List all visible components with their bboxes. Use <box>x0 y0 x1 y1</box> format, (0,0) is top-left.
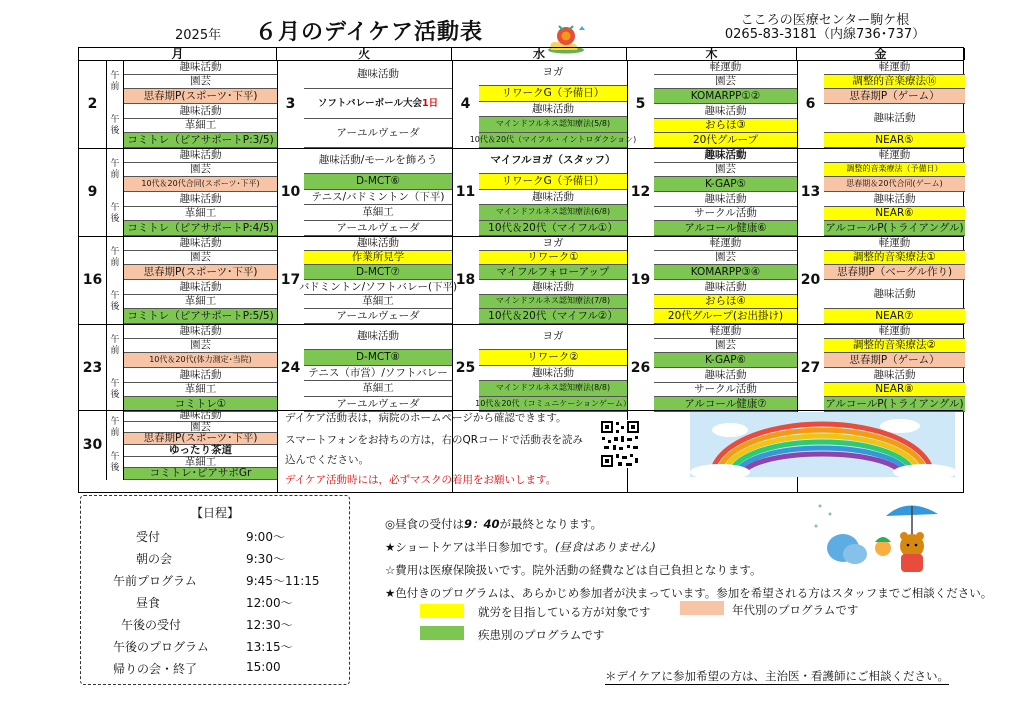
activity-cell: ヨガ <box>479 236 627 251</box>
activity-cell: 革細工 <box>124 295 277 310</box>
activity-cell: 趣味活動 <box>824 192 965 207</box>
year-label: 2025年 <box>175 28 222 43</box>
legend-swatch-green <box>420 626 464 640</box>
activity-cell: K-GAP⑥ <box>654 353 797 368</box>
activity-cell: 趣味活動 <box>479 280 627 295</box>
activity-cell: 調整的音楽療法② <box>824 339 965 354</box>
schedule-item-label: 午後の受付 <box>121 618 182 632</box>
pm-label: 午 後 <box>106 104 124 148</box>
activity-cell: 趣味活動 <box>124 148 277 163</box>
activity-cell: おらほ④ <box>654 295 797 310</box>
activity-cell: リワークG（予備日） <box>479 174 627 189</box>
activity-cell: コミトレ（ピアサポートP:5/5) <box>124 309 277 324</box>
umbrella-characters-illustration-icon <box>808 496 953 576</box>
note-line-1: デイケア活動表は，病院のホームページから確認できます。 <box>285 412 567 424</box>
activity-cell: 園芸 <box>124 163 277 178</box>
activity-cell: 思春期P（ベーグル作り) <box>824 265 965 280</box>
activity-cell: 園芸 <box>654 251 797 266</box>
activity-cell: マインドフルネス認知療法(7/8) <box>479 295 627 310</box>
activity-cell: 趣味活動 <box>124 236 277 251</box>
date-18: 18 <box>455 272 476 288</box>
activity-cell: 軽運動 <box>654 324 797 339</box>
legend-yellow-label: 就労を目指している方が対象です <box>478 605 651 619</box>
activity-cell: 革細工 <box>124 457 277 469</box>
activity-cell: 趣味活動 <box>479 190 627 205</box>
date-16: 16 <box>82 272 103 288</box>
activity-cell: おらほ③ <box>654 119 797 134</box>
activity-cell: 思春期P(スポーツ･下平) <box>124 89 277 104</box>
qr-code-icon[interactable] <box>600 420 640 468</box>
am-label: 午 前 <box>106 324 124 368</box>
legend-peach-label: 年代別のプログラムです <box>732 603 859 617</box>
activity-cell: 趣味活動 <box>124 60 277 75</box>
activity-cell: 20代グループ(お出掛け) <box>654 309 797 324</box>
activity-cell: 園芸 <box>124 251 277 266</box>
activity-cell: 思春期P(スポーツ･下平) <box>124 433 277 445</box>
activity-cell: アルコールP(トライアングル) <box>824 221 965 236</box>
schedule-item-label: 帰りの会・終了 <box>113 662 198 676</box>
date-19: 19 <box>630 272 651 288</box>
am-label: 午 前 <box>106 60 124 104</box>
activity-cell: アーユルヴェーダ <box>304 309 452 324</box>
activity-cell: マイフルヨガ（スタッフ） <box>479 148 627 174</box>
day-header-fri: 金 <box>797 48 965 60</box>
activity-cell: 園芸 <box>654 75 797 90</box>
date-6: 6 <box>805 96 816 112</box>
activity-cell: マインドフルネス認知療法(8/8) <box>479 381 627 396</box>
activity-cell: 10代＆20代（マイフル①） <box>479 221 627 236</box>
activity-cell: 軽運動 <box>654 60 797 75</box>
activity-cell: NEAR⑧ <box>824 383 965 398</box>
pm-label: 午 後 <box>106 192 124 236</box>
activity-cell: KOMARPP①② <box>654 89 797 104</box>
colored-program-info: ★色付きのプログラムは、あらかじめ参加者が決まっています。参加を希望される方はスタッフまでご相談ください。 <box>385 586 993 600</box>
am-label: 午 前 <box>106 148 124 192</box>
activity-cell: NEAR⑤ <box>824 133 965 148</box>
activity-cell: アーユルヴェーダ <box>304 397 452 412</box>
activity-cell: テニス/バドミントン（下平) <box>304 190 452 205</box>
cost-info: ☆費用は医療保険扱いです。院外活動の経費などは自己負担となります。 <box>385 563 762 577</box>
schedule-title: 【日程】 <box>190 506 239 520</box>
activity-cell: 革細工 <box>124 383 277 398</box>
activity-cell: 革細工 <box>304 205 452 220</box>
activity-cell: NEAR⑥ <box>824 207 965 222</box>
date-20: 20 <box>800 272 821 288</box>
schedule-item-label: 昼食 <box>136 596 161 610</box>
activity-cell: 趣味活動 <box>124 368 277 383</box>
activity-cell: アルコールP(トライアングル) <box>824 397 965 412</box>
activity-cell: サークル活動 <box>654 207 797 222</box>
am-label: 午 前 <box>106 236 124 280</box>
activity-cell: 10代＆20代（コミュニケーションゲーム） <box>479 397 627 412</box>
activity-cell: 園芸 <box>654 163 797 178</box>
activity-cell: D-MCT⑦ <box>304 265 452 280</box>
footer-note: ＊デイケアに参加希望の方は、主治医・看護師にご相談ください。 <box>605 669 949 683</box>
activity-cell: 趣味活動 <box>304 60 452 89</box>
activity-cell: 軽運動 <box>824 148 965 163</box>
date-23: 23 <box>82 360 103 376</box>
am-label: 午 前 <box>106 410 124 445</box>
activity-cell: 趣味活動 <box>654 104 797 119</box>
activity-cell: 調整的音楽療法⑯ <box>824 75 965 90</box>
activity-cell: 趣味活動 <box>304 236 452 251</box>
activity-cell: マイフルフォローアップ <box>479 265 627 280</box>
activity-cell: 園芸 <box>124 339 277 354</box>
date-27: 27 <box>800 360 821 376</box>
activity-cell: 趣味活動 <box>124 280 277 295</box>
center-info <box>700 14 950 42</box>
page-title: ６月のデイケア活動表 <box>255 20 484 45</box>
day-header-tue: 火 <box>277 48 452 60</box>
activity-cell: 園芸 <box>124 422 277 434</box>
activity-cell: 革細工 <box>304 295 452 310</box>
activity-cell: リワーク① <box>479 251 627 266</box>
activity-cell: NEAR⑦ <box>824 309 965 324</box>
schedule-item-time: 9:00〜 <box>246 530 285 544</box>
activity-cell: コミトレ① <box>124 397 277 412</box>
pm-label: 午 後 <box>106 280 124 324</box>
activity-cell: 思春期P(スポーツ･下平) <box>124 265 277 280</box>
activity-cell: 趣味活動 <box>479 102 627 117</box>
activity-cell: 趣味活動 <box>654 368 797 383</box>
activity-cell: ヨガ <box>479 60 627 86</box>
date-12: 12 <box>630 184 651 200</box>
activity-cell: 革細工 <box>124 207 277 222</box>
activity-cell: 革細工 <box>304 381 452 396</box>
activity-cell: 趣味活動 <box>124 104 277 119</box>
activity-cell: アルコール健康⑥ <box>654 221 797 236</box>
activity-cell: 10代＆20代（マイフル②） <box>479 309 627 324</box>
note-line-3: 込んでください。 <box>285 454 369 466</box>
activity-cell: K-GAP⑤ <box>654 177 797 192</box>
mask-notice: デイケア活動時には，必ずマスクの着用をお願いします。 <box>285 474 557 486</box>
activity-cell: 趣味活動 <box>654 148 797 163</box>
date-26: 26 <box>630 360 651 376</box>
date-11: 11 <box>455 184 476 200</box>
activity-cell: 趣味活動/モールを飾ろう <box>304 148 452 174</box>
activity-cell: テニス（市営）/ソフトバレー <box>304 366 452 381</box>
activity-cell: コミトレ（ピアサポートP:3/5) <box>124 133 277 148</box>
schedule-item-time: 9:45〜11:15 <box>246 574 320 588</box>
daily-schedule-box <box>80 495 350 685</box>
activity-cell: 軽運動 <box>654 236 797 251</box>
activity-cell: 趣味活動 <box>824 368 965 383</box>
activity-cell: アーユルヴェーダ <box>304 119 452 148</box>
schedule-item-label: 午前プログラム <box>113 574 197 588</box>
pm-label: 午 後 <box>106 445 124 480</box>
activity-cell: 園芸 <box>124 75 277 90</box>
activity-cell: コミトレ･ピアサポGr <box>124 468 277 480</box>
activity-cell: リワークG（予備日） <box>479 86 627 101</box>
activity-cell: 10代＆20代（マイフル・イントロダクション) <box>479 133 627 148</box>
date-30: 30 <box>82 437 103 453</box>
schedule-item-label: 受付 <box>136 530 161 544</box>
activity-cell: 20代グループ <box>654 133 797 148</box>
schedule-item-time: 12:30〜 <box>246 618 293 632</box>
activity-cell: D-MCT⑥ <box>304 174 452 189</box>
activity-cell: 趣味活動 <box>654 280 797 295</box>
activity-cell: 革細工 <box>124 119 277 134</box>
shortcare-info: ★ショートケアは半日参加です。(昼食はありません) <box>385 540 656 554</box>
legend-swatch-peach <box>680 601 724 615</box>
activity-cell: 10代＆20代(体力測定･当院) <box>124 353 277 368</box>
activity-cell: 軽運動 <box>824 236 965 251</box>
note-line-2: スマートフォンをお持ちの方は，右のQRコードで活動表を読み <box>285 434 584 446</box>
activity-cell: 趣味活動 <box>654 192 797 207</box>
date-2: 2 <box>87 96 98 112</box>
legend-green-label: 疾患別のプログラムです <box>478 628 605 642</box>
date-17: 17 <box>280 272 301 288</box>
activity-cell: KOMARPP③④ <box>654 265 797 280</box>
schedule-item-time: 13:15〜 <box>246 640 293 654</box>
day-header-thu: 木 <box>627 48 797 60</box>
activity-cell: 思春期P（ゲーム） <box>824 353 965 368</box>
schedule-item-label: 朝の会 <box>136 552 173 566</box>
activity-cell: 趣味活動 <box>124 324 277 339</box>
activity-cell: 園芸 <box>654 339 797 354</box>
legend-swatch-yellow <box>420 604 464 618</box>
activity-cell: バドミントン/ソフトバレー(下平) <box>304 280 452 295</box>
schedule-item-label: 午後のプログラム <box>113 640 209 654</box>
date-3: 3 <box>285 96 296 112</box>
activity-cell: ソフトバレーボール大会 1日 <box>304 89 452 119</box>
activity-cell: 思春期P（ゲーム） <box>824 89 965 104</box>
day-header-mon: 月 <box>79 48 277 60</box>
activity-cell: 趣味活動 <box>824 280 965 309</box>
date-24: 24 <box>280 360 301 376</box>
date-4: 4 <box>460 96 471 112</box>
activity-cell: 10代＆20代合同(スポーツ･下平) <box>124 177 277 192</box>
activity-cell: 趣味活動 <box>304 324 452 350</box>
activity-cell: マインドフルネス認知療法(6/8) <box>479 205 627 220</box>
date-13: 13 <box>800 184 821 200</box>
date-25: 25 <box>455 360 476 376</box>
activity-cell: 趣味活動 <box>124 192 277 207</box>
activity-cell: マインドフルネス認知療法(5/8) <box>479 117 627 132</box>
lunch-info: ◎昼食の受付は9：40が最終となります。 <box>385 517 603 531</box>
activity-cell: 作業所見学 <box>304 251 452 266</box>
activity-cell: ゆったり茶道 <box>124 445 277 457</box>
center-name: こころの医療センター駒ケ根 <box>740 13 910 28</box>
schedule-item-time: 12:00〜 <box>246 596 293 610</box>
activity-cell: アルコール健康⑦ <box>654 397 797 412</box>
date-9: 9 <box>87 184 98 200</box>
activity-cell: D-MCT⑧ <box>304 350 452 365</box>
activity-cell: 調整的音楽療法① <box>824 251 965 266</box>
activity-cell: 趣味活動 <box>479 366 627 381</box>
activity-cell: アーユルヴェーダ <box>304 221 452 236</box>
date-5: 5 <box>635 96 646 112</box>
activity-cell: 趣味活動 <box>824 104 965 133</box>
schedule-item-time: 15:00 <box>246 660 281 674</box>
date-10: 10 <box>280 184 301 200</box>
schedule-item-time: 9:30〜 <box>246 552 285 566</box>
activity-cell: 思春期＆20代合同(ゲーム) <box>824 177 965 192</box>
pm-label: 午 後 <box>106 368 124 412</box>
center-phone: 0265-83-3181（内線736･737） <box>724 27 926 42</box>
activity-cell: ヨガ <box>479 324 627 350</box>
day-header-wed: 水 <box>452 48 627 60</box>
activity-cell: 趣味活動 <box>124 410 277 422</box>
activity-cell: サークル活動 <box>654 383 797 398</box>
activity-cell: 軽運動 <box>824 60 965 75</box>
activity-cell: リワーク② <box>479 350 627 365</box>
activity-cell: 調整的音楽療法（予備日） <box>824 163 965 178</box>
activity-cell: 軽運動 <box>824 324 965 339</box>
rainbow-illustration-icon <box>690 412 955 477</box>
activity-cell: コミトレ（ピアサポートP:4/5) <box>124 221 277 236</box>
